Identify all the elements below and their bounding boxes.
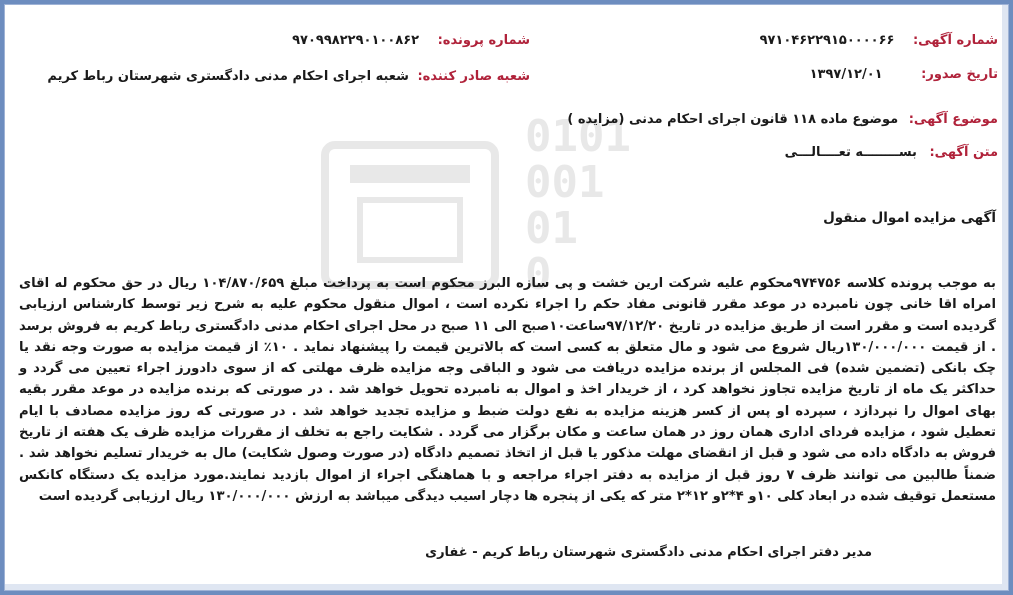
issuing-branch-row <box>47 69 530 84</box>
vertical-scrollbar[interactable] <box>1002 5 1008 590</box>
issue-date-value: ۱۳۹۷/۱۲/۰۱ <box>809 67 883 82</box>
document-panel <box>4 4 1009 591</box>
judiciary-watermark-icon <box>305 105 725 295</box>
ad-number-label: شماره آگهی: <box>912 33 998 48</box>
ad-number-value: ۹۷۱۰۴۶۲۲۹۱۵۰۰۰۰۶۶ <box>759 33 895 48</box>
file-number-row <box>292 33 530 48</box>
ad-number-row <box>760 33 998 48</box>
horizontal-scrollbar[interactable] <box>5 584 1008 590</box>
subject-label: موضوع آگهی: <box>908 112 998 127</box>
signature: مدیر دفتر اجرای احکام مدنی دادگستری شهرستان رباط کریم - غفاری <box>425 545 872 560</box>
bismillah: بســــــــه تعــــالـــی <box>784 145 917 160</box>
issue-date-label: تاریخ صدور: <box>921 67 998 82</box>
file-number-label: شماره پرونده: <box>437 33 530 48</box>
issuing-branch-label: شعبه صادر کننده: <box>417 69 530 84</box>
file-number-value: ۹۷۰۹۹۸۲۲۹۰۱۰۰۸۶۲ <box>292 33 420 48</box>
svg-text:01: 01 <box>525 203 578 254</box>
issuing-branch-value: شعبه اجرای احکام مدنی دادگستری شهرستان رباط کریم <box>47 69 409 84</box>
svg-text:0101: 0101 <box>525 111 631 162</box>
ad-body-text: به موجب پرونده کلاسه ۹۷۴۷۵۶محکوم علیه شرکت ارین خشت و پی سازه البرز محکوم است به پرداخت مبلغ ۱۰۴/۸۷۰/۶۵۹ ریال در حق محکوم له اقای امراه اقا خانی چون نامبرده در موعد مقرر قانونی مفاد حکم را اجراء نکرده است ، اموال منقول محکوم علیه به شرح زیر توسط کارشناس ارزیابی گردیده است و مقرر است از طریق مزایده در تاریخ ۹۷/۱۲/۲۰ساعت۱۰صبح الی ۱۱ صبح در محل اجرای احکام مدنی دادگستری رباط کریم به فروش برسد . از قیمت ۱۳۰/۰۰۰/۰۰۰ریال شروع می شود و مال متعلق به کسی است که بالاترین قیمت را پیشنهاد نماید . ۱۰٪ از قیمت مزایده به صورت وجه نقد یا چک بانکی (تضمین شده) فی المجلس از برنده مزایده دریافت می شود و الباقی وجه مزایده ظرف مهلتی که از سوی دادورز اجراء تعیین می گردد و حداکثر یک ماه از تاریخ مزایده تجاوز نخواهد کرد ، از خریدار اخذ و اموال به نامبرده تحویل خواهد شد . در صورتی که برنده مزایده در موعد مقرر بقیه بهای اموال را نپردازد ، سپرده او پس از کسر هزینه مزایده به نفع دولت ضبط و مزایده تجدید خواهد شد . در صورتی که روز مزایده مصادف با ایام تعطیل شود ، مزایده فردای اداری همان روز در همان ساعت و مکان برگزار می گردد . شکایت راجع به تخلف از مقررات مزایده ظرف یک هفته از تاریخ فروش به دادگاه داده می شود و قبل از انقضای مهلت مذکور یا قبل از اتخاذ تصمیم دادگاه (در صورت وصول شکایت) مال به خریدار تسلیم نخواهد شد . ضمناً طالبین می توانند ظرف ۷ روز قبل از مزایده به دفتر اجراء مراجعه و با هماهنگی اجراء از اموال بازدید نمایند.مورد مزایده یک دستگاه کانکس مستعمل توقیف شده در ابعاد کلی ۱۰و ۴*۲و ۱۲*۲ متر که یکی از پنجره ها دچار اسیب دیدگی میباشد به ارزش ۱۳۰/۰۰۰/۰۰۰ ریال ارزیابی گردیده است <box>19 276 997 504</box>
issue-date-row <box>810 67 998 82</box>
svg-text:001: 001 <box>525 157 605 208</box>
subject-row <box>567 112 998 127</box>
subject-value: موضوع ماده ۱۱۸ قانون اجرای احکام مدنی (مزایده ) <box>567 112 899 127</box>
ad-text-row <box>785 145 998 160</box>
svg-text:0: 0 <box>525 249 552 295</box>
ad-text-label: متن آگهی: <box>929 145 998 160</box>
ad-heading: آگهی مزایده اموال منقول <box>823 210 996 226</box>
